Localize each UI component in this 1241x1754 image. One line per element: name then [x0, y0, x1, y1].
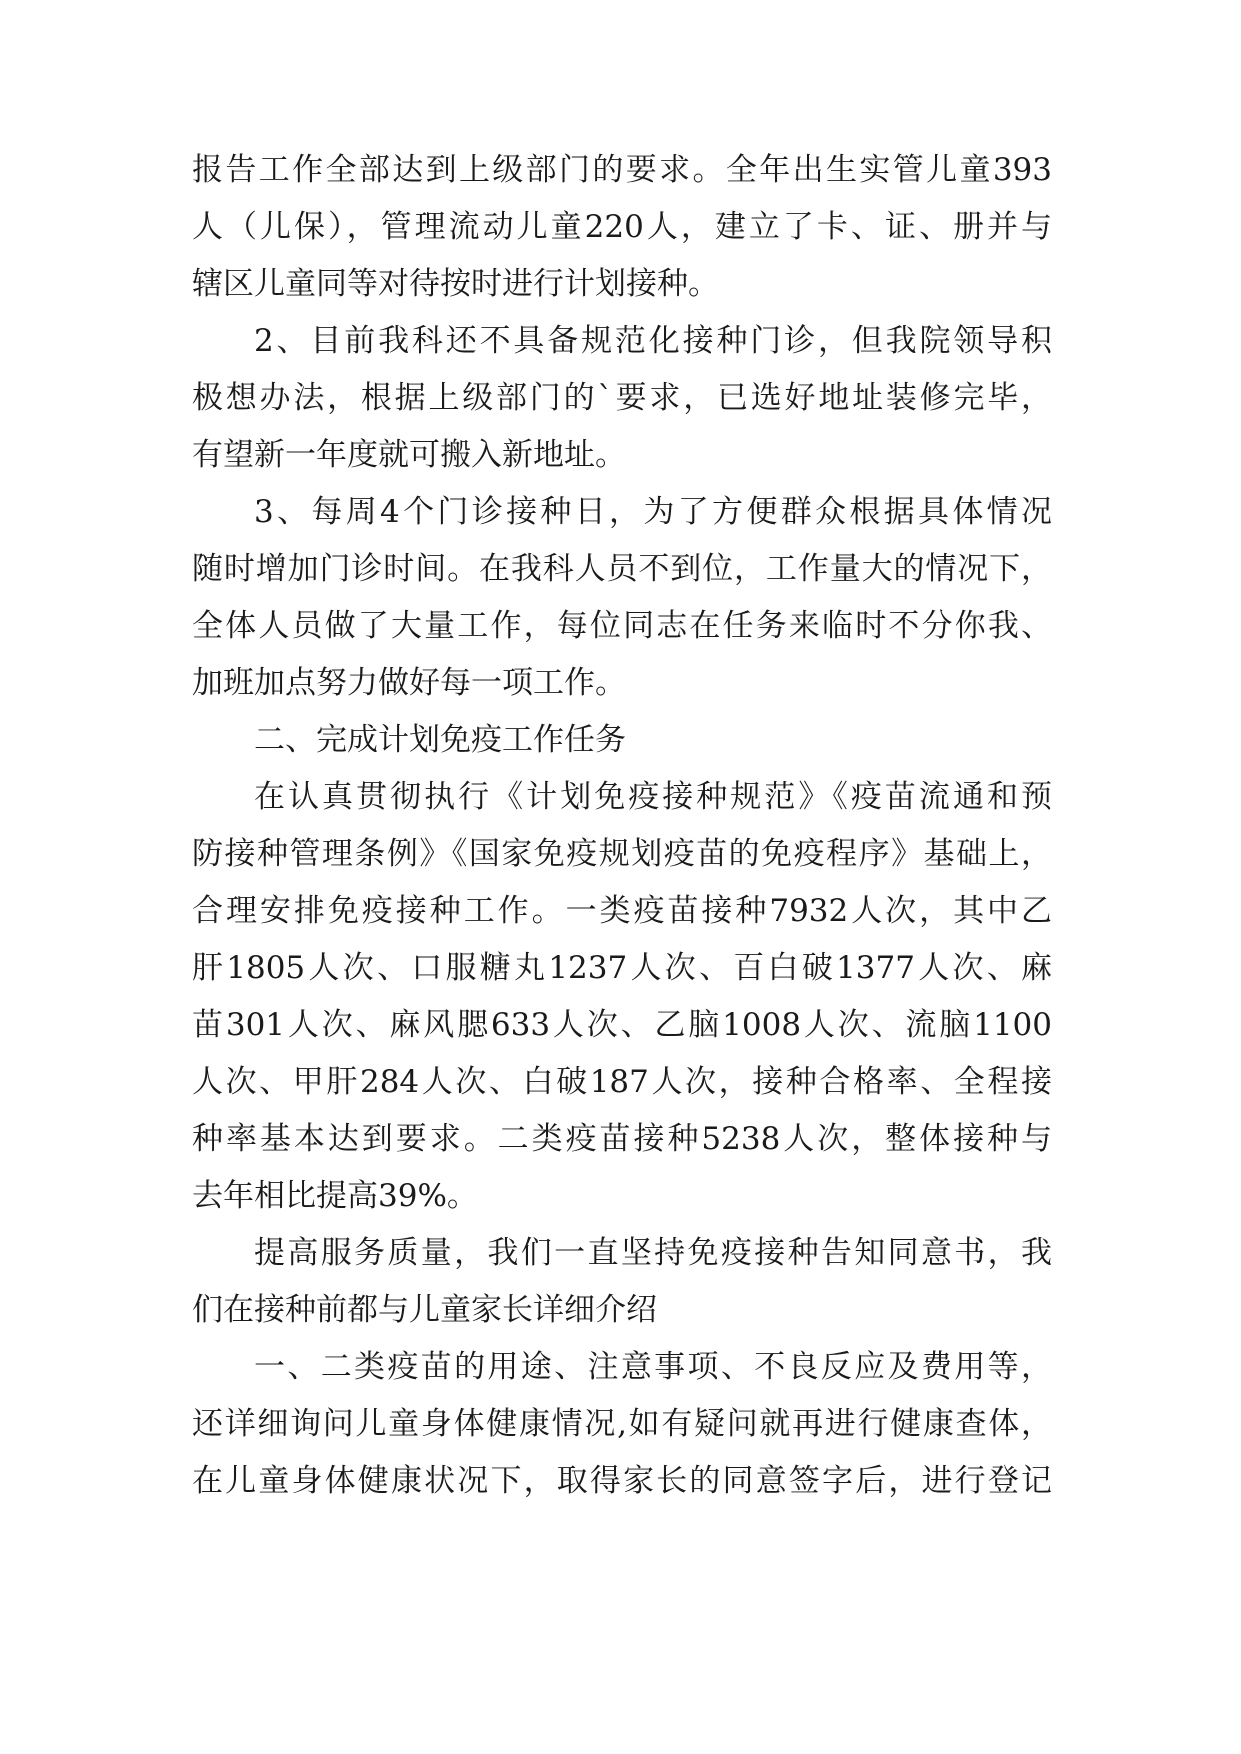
paragraph-start-line: 提高服务质量，我们一直坚持免疫接种告知同意书，我: [254, 1235, 1052, 1271]
text-line: 有望新一年度就可搬入新地址。: [192, 437, 626, 473]
text-line: 去年相比提高39%。: [192, 1178, 478, 1214]
text-line: 人（儿保），管理流动儿童220人，建立了卡、证、册并与: [192, 209, 1052, 245]
text-line: 辖区儿童同等对待按时进行计划接种。: [192, 266, 719, 302]
section-heading: 二、完成计划免疫工作任务: [254, 722, 626, 758]
paragraph-start-line: 在认真贯彻执行《计划免疫接种规范》《疫苗流通和预: [254, 779, 1052, 815]
text-line: 种率基本达到要求。二类疫苗接种5238人次，整体接种与: [192, 1121, 1052, 1157]
text-line: 还详细询问儿童身体健康情况,如有疑问就再进行健康查体，: [192, 1406, 1052, 1442]
text-line: 报告工作全部达到上级部门的要求。全年出生实管儿童393: [192, 152, 1052, 188]
paragraph-start-line: 2、目前我科还不具备规范化接种门诊，但我院领导积: [254, 323, 1052, 359]
paragraph-start-line: 3、每周4个门诊接种日，为了方便群众根据具体情况: [254, 494, 1052, 530]
text-line: 苗301人次、麻风腮633人次、乙脑1008人次、流脑1100: [192, 1007, 1052, 1043]
paragraph-start-line: 一、二类疫苗的用途、注意事项、不良反应及费用等，: [254, 1349, 1052, 1385]
text-line: 人次、甲肝284人次、白破187人次，接种合格率、全程接: [192, 1064, 1052, 1100]
text-line: 合理安排免疫接种工作。一类疫苗接种7932人次，其中乙: [192, 893, 1052, 929]
text-line: 全体人员做了大量工作，每位同志在任务来临时不分你我、: [192, 608, 1052, 644]
text-line: 极想办法，根据上级部门的`要求，已选好地址装修完毕，: [192, 380, 1052, 416]
text-line: 们在接种前都与儿童家长详细介绍: [192, 1292, 657, 1328]
text-line: 加班加点努力做好每一项工作。: [192, 665, 626, 701]
text-line: 在儿童身体健康状况下，取得家长的同意签字后，进行登记: [192, 1463, 1052, 1499]
text-line: 肝1805人次、口服糖丸1237人次、百白破1377人次、麻: [192, 950, 1052, 986]
text-line: 防接种管理条例》《国家免疫规划疫苗的免疫程序》基础上，: [192, 836, 1052, 872]
text-line: 随时增加门诊时间。在我科人员不到位，工作量大的情况下，: [192, 551, 1052, 587]
